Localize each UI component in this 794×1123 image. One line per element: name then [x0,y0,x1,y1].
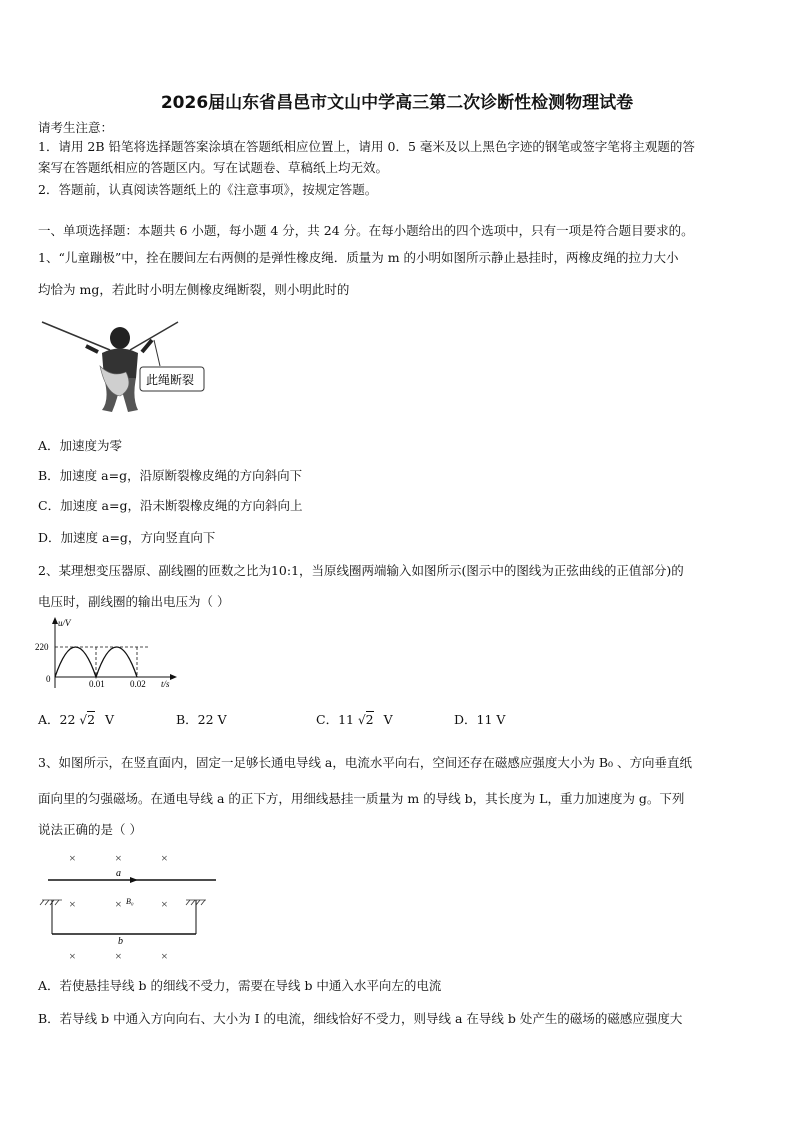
q3-figure [38,846,218,968]
page-title: 2026届山东省昌邑市文山中学高三第二次诊断性检测物理试卷 [160,93,634,113]
notice-line-1b: 案写在答题纸相应的答题区内。写在试题卷、草稿纸上均无效。 [38,160,389,175]
field-cross: × [115,851,122,865]
q3-line-1: 3、如图所示，在竖直面内，固定一足够长通电导线 a，电流水平向右，空间还存在磁感应强度大小为 B₀ 、方向垂直纸 [38,755,693,770]
notice-line-2: 2．答题前，认真阅读答题纸上的《注意事项》，按规定答题。 [38,182,378,197]
q2-voltage-graph [34,614,184,694]
q1-line-2: 均恰为 mg，若此时小明左侧橡皮绳断裂，则小明此时的 [38,282,350,297]
q1-figure [40,318,210,422]
q2-y-axis-label: u/V [58,618,71,628]
field-cross: × [69,851,76,865]
q1-option-a: A．加速度为零 [38,438,123,453]
wire-b-label: b [118,936,123,947]
field-cross: × [161,851,168,865]
q2-option-c-prefix: C．11 [316,712,354,727]
sqrt-symbol: √ [357,713,366,727]
q2-option-a-unit: V [105,712,115,727]
q3-line-3: 说法正确的是（ ） [38,822,142,837]
q3-option-a: A．若使悬挂导线 b 的细线不受力，需要在导线 b 中通入水平向左的电流 [38,978,442,993]
q2-option-b: B．22 V [176,712,227,727]
q2-origin-label: 0 [46,674,51,684]
field-cross: × [115,949,122,963]
field-cross: × [69,897,76,911]
q2-option-a-prefix: A．22 [38,712,76,727]
q1-option-d: D．加速度 a=g，方向竖直向下 [38,530,216,545]
notice-line-1a: 1．请用 2B 铅笔将选择题答案涂填在答题纸相应位置上，请用 0．5 毫米及以上黑色字迹的钢笔或签字笔将主观题的答 [38,139,695,154]
q2-line-1: 2、某理想变压器原、副线圈的匝数之比为10:1，当原线圈两端输入如图所示(图示中的图线为正弦曲线的正值部分)的 [38,563,684,578]
q1-figure-label: 此绳断裂 [146,373,195,387]
q2-option-c-unit: V [383,712,393,727]
notice-header: 请考生注意： [38,120,114,135]
q2-option-a [38,712,114,728]
q1-option-b: B．加速度 a=g，沿原断裂橡皮绳的方向斜向下 [38,468,303,483]
q2-x-tick-1: 0.01 [89,679,105,689]
q2-option-c-radicand: 2 [365,712,374,727]
wire-a-label: a [116,868,121,879]
q1-option-c: C．加速度 a=g，沿未断裂橡皮绳的方向斜向上 [38,498,303,513]
field-cross: × [69,949,76,963]
q3-line-2: 面向里的匀强磁场。在通电导线 a 的正下方，用细线悬挂一质量为 m 的导线 b，其长度为 L，重力加速度为 g。下列 [38,791,685,806]
q3-option-b: B．若导线 b 中通入方向向右、大小为 I 的电流，细线恰好不受力，则导线 a 在导线 b 处产生的磁场的磁感应强度大 [38,1011,683,1026]
q2-option-c [316,712,393,728]
field-b0-label: B₀ [126,897,134,906]
q2-x-axis-label: t/s [161,679,170,689]
q2-option-d: D．11 V [454,712,506,727]
field-cross: × [115,897,122,911]
field-cross: × [161,897,168,911]
q1-line-1: 1、“儿童蹦极”中，拴在腰间左右两侧的是弹性橡皮绳．质量为 m 的小明如图所示静止悬挂时，两橡皮绳的拉力大小 [38,250,679,265]
q2-y-tick: 220 [35,642,49,652]
q2-option-a-radicand: 2 [87,712,96,727]
q2-line-2: 电压时，副线圈的输出电压为（ ） [38,594,230,609]
section-heading: 一、单项选择题：本题共 6 小题，每小题 4 分，共 24 分。在每小题给出的四个选项中，只有一项是符合题目要求的。 [38,223,694,238]
q2-x-tick-2: 0.02 [130,679,146,689]
field-cross: × [161,949,168,963]
sqrt-symbol: √ [79,713,88,727]
